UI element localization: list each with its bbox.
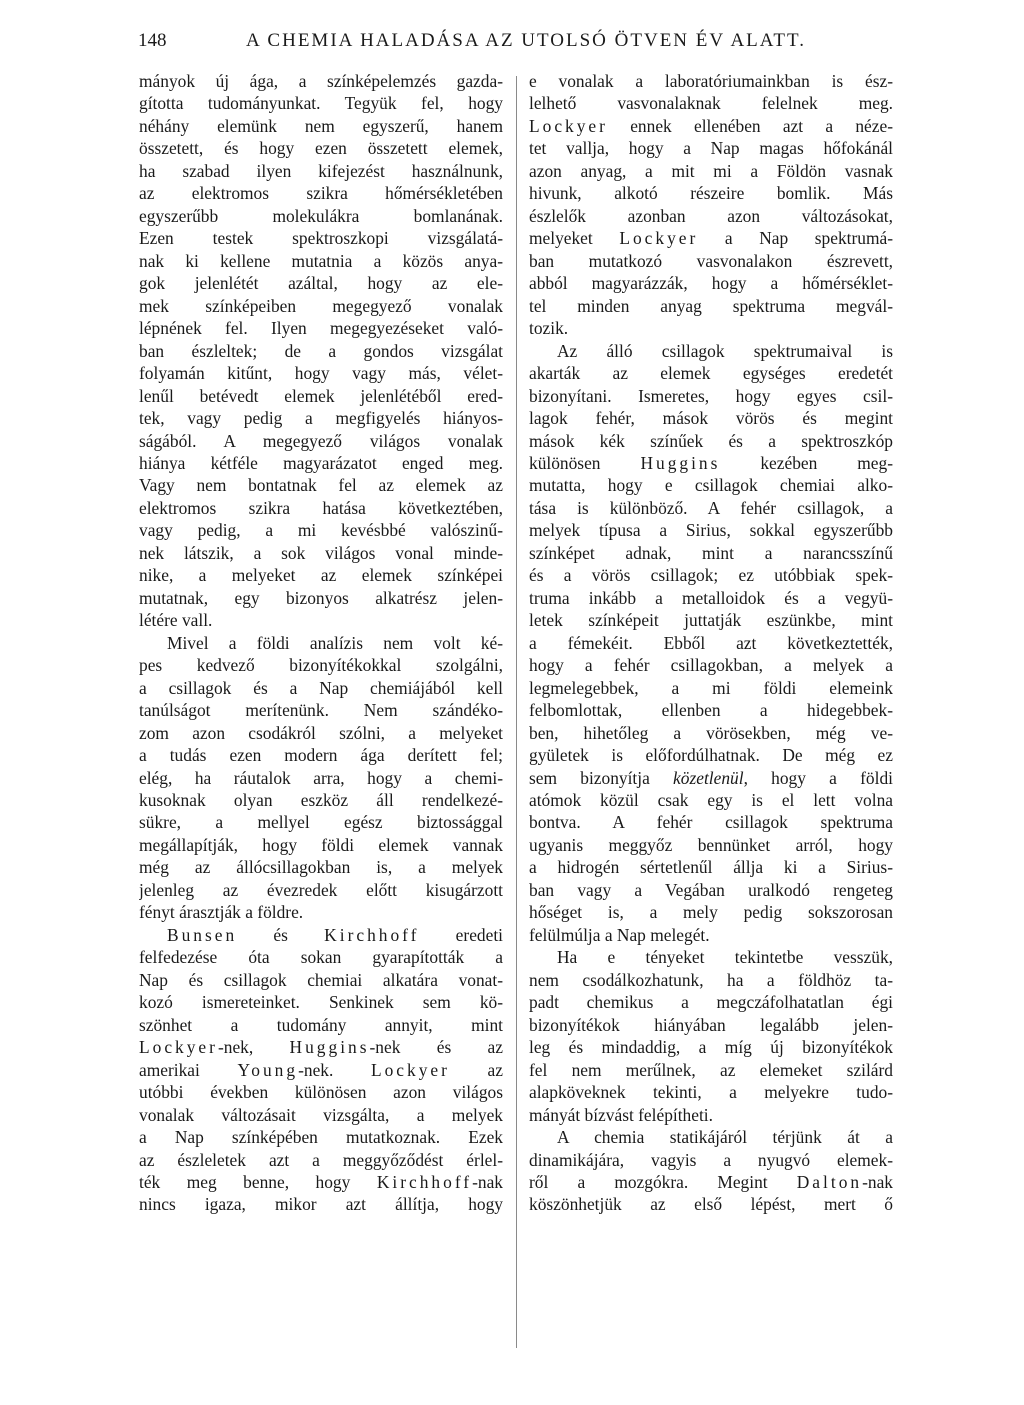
text-line: hogy a fehér csillagokban, a melyek a bbox=[529, 655, 893, 676]
text-line: abból magyarázzák, hogy a hőmérséklet- bbox=[529, 273, 893, 294]
text-line: köszönhetjük az első lépést, mert ő bbox=[529, 1194, 893, 1215]
text-line: Nap és csillagok chemiai alkatára vonat- bbox=[139, 969, 503, 990]
text-line: szönhet a tudomány annyit, mint bbox=[139, 1014, 503, 1035]
text-line: nem csodálkozhatunk, ha a földhöz ta- bbox=[529, 969, 893, 990]
text-line: gította tudományunkat. Tegyük fel, hogy bbox=[139, 93, 503, 114]
text-line: kozó ismereteinket. Senkinek sem kö- bbox=[139, 992, 503, 1013]
text-line: melyeket Lockyer a Nap spektrumá- bbox=[529, 228, 893, 249]
text-line: tet vallja, hogy a Nap magas hőfokánál bbox=[529, 138, 893, 159]
text-line: alapköveknek tekinti, a melyekre tudo- bbox=[529, 1082, 893, 1103]
text-line: amerikai Young-nek. Lockyer az bbox=[139, 1059, 503, 1080]
text-line: kusoknak olyan eszköz áll rendelkezé- bbox=[139, 790, 503, 810]
text-line: letek színképeit juttatják eszünkbe, mint bbox=[529, 610, 893, 631]
page-header bbox=[138, 30, 928, 60]
text-line: észlelők azonban azon változásokat, bbox=[529, 205, 893, 226]
author-name-dalton: Dalton bbox=[796, 1171, 863, 1192]
author-name-bunsen: Bunsen bbox=[167, 924, 238, 945]
author-name-lockyer: Lockyer bbox=[619, 228, 699, 249]
text-line: utóbbi években különösen azon világos bbox=[139, 1082, 503, 1103]
column-divider bbox=[516, 76, 517, 1348]
italic-word: közetlenül bbox=[673, 767, 744, 788]
text-line: pes kedvező bizonyítékokkal szolgálni, bbox=[139, 655, 503, 676]
text-line: tel minden anyag spektruma megvál- bbox=[529, 295, 893, 316]
text-line: sükre, a mellyel egész biztossággal bbox=[139, 812, 503, 833]
text-line: atómok közül csak egy is el lett volna bbox=[529, 790, 893, 810]
text-line: felülmúlja a Nap melegét. bbox=[529, 924, 710, 945]
text-line: lenűl betévedt elemek jelenlétéből ered- bbox=[139, 385, 503, 406]
text-line: mások kék színűek és a spektroszkóp bbox=[529, 430, 893, 451]
text-line: truma inkább a metalloidok és a vegyü- bbox=[529, 587, 893, 608]
author-name-kirchhoff: Kirchhoff bbox=[376, 1171, 473, 1192]
text-line: bizonyítani. Ismeretes, hogy egyes csil- bbox=[529, 385, 893, 406]
running-title: A CHEMIA HALADÁSA AZ UTOLSÓ ÖTVEN ÉV ALATT. bbox=[246, 30, 806, 51]
text-line: nak ki kellene mutatnia a közös anya- bbox=[139, 250, 503, 271]
text-line: tek, vagy pedig a megfigyelés hiányos- bbox=[139, 408, 503, 429]
text-line: lagok fehér, mások vörös és megint bbox=[529, 408, 893, 429]
text-line: azon anyag, a mit mi a Földön vasnak bbox=[529, 160, 893, 181]
text-line: akarták az elemek egységes eredetét bbox=[529, 363, 893, 384]
text-line: elektromos szikra hatása következtében, bbox=[139, 497, 503, 518]
text-line: mek színképeiben megegyező vonalak bbox=[139, 295, 503, 316]
text-line: létére vall. bbox=[139, 610, 213, 631]
text-line: felbomlottak, ellenben a hidegebbek- bbox=[529, 700, 893, 721]
text-line: melyek típusa a Sirius, sokkal egyszerűbb bbox=[529, 520, 893, 541]
text-line: néhány elemünk nem egyszerű, hanem bbox=[139, 115, 503, 136]
text-line: ha szabad ilyen kifejezést használnunk, bbox=[139, 160, 503, 181]
text-line: fel nem merűlnek, az elemeket szilárd bbox=[529, 1059, 893, 1080]
text-line: mányát bízvást felépítheti. bbox=[529, 1104, 713, 1125]
left-column bbox=[139, 70, 503, 1216]
text-line: Ezen testek spektroszkopi vizsgálatá- bbox=[139, 228, 503, 249]
text-line: ben, hihetőleg a vörösekben, még ve- bbox=[529, 722, 893, 743]
text-line: még az állócsillagokban is, a melyek bbox=[139, 857, 503, 878]
right-column bbox=[529, 70, 893, 1216]
text-line: legmelegebbek, a mi földi elemeink bbox=[529, 677, 893, 698]
text-line: folyamán kitűnt, hogy vagy más, vélet- bbox=[139, 363, 503, 384]
text-line: Ha e tényeket tekintetbe vesszük, bbox=[557, 947, 893, 968]
text-line: nincs igaza, mikor azt állítja, hogy bbox=[139, 1194, 503, 1215]
text-line: a hidrogén sértetlenűl állja ki a Sirius- bbox=[529, 857, 893, 878]
text-line: a fémekéit. Ebből azt következtették, bbox=[529, 632, 893, 653]
text-line: hivunk, alkotó részeire bomlik. Más bbox=[529, 183, 893, 204]
text-line: egyszerűbb molekulákra bomlanának. bbox=[139, 205, 503, 226]
text-line: az észleletek azt a meggyőződést érlel- bbox=[139, 1149, 503, 1170]
text-line: Bunsen és Kirchhoff eredeti bbox=[167, 924, 503, 945]
author-name-lockyer: Lockyer bbox=[139, 1037, 218, 1058]
author-name-young: Young bbox=[237, 1059, 299, 1080]
text-line: jelenleg az évezredek előtt kisugárzott bbox=[139, 879, 503, 900]
text-line: ték meg benne, hogy Kirchhoff-nak bbox=[139, 1171, 503, 1192]
author-name-huggins: Huggins bbox=[640, 452, 721, 473]
text-line: ről a mozgókra. Megint Dalton-nak bbox=[529, 1171, 893, 1192]
text-line: ban mutatkozó vasvonalakon észrevett, bbox=[529, 250, 893, 271]
text-line: tozik. bbox=[529, 318, 569, 339]
text-line: Vagy nem bontatnak fel az elemek az bbox=[139, 475, 503, 496]
text-line: vagy pedig, a mi kevésbbé valószinű- bbox=[139, 520, 503, 541]
text-line: ban észleltek; de a gondos vizsgálat bbox=[139, 340, 503, 361]
text-line: összetett, és hogy ezen összetett elemek, bbox=[139, 138, 503, 159]
page-number: 148 bbox=[138, 30, 167, 51]
text-line: hőséget is, a mely pedig sokszorosan bbox=[529, 902, 893, 923]
text-line: vonalak változásait vizsgálta, a melyek bbox=[139, 1104, 503, 1125]
author-name-lockyer: Lockyer bbox=[370, 1059, 450, 1080]
text-line: mányok új ága, a színképelemzés gazda- bbox=[139, 71, 503, 91]
text-line: ságából. A megegyező világos vonalak bbox=[139, 430, 503, 451]
text-line: Lockyer ennek ellenében azt a néze- bbox=[529, 115, 893, 136]
text-line: Az álló csillagok spektrumaival is bbox=[557, 340, 893, 361]
text-line: hiánya kétféle magyarázatot enged meg. bbox=[139, 452, 503, 473]
text-line: megállapítják, hogy földi elemek vannak bbox=[139, 834, 503, 855]
text-line: elég, ha ráutalok arra, hogy a chemi- bbox=[139, 767, 503, 788]
text-line: fényt árasztják a földre. bbox=[139, 902, 304, 923]
text-line: lelhető vasvonalaknak felelnek meg. bbox=[529, 93, 893, 114]
text-line: mutatnak, egy bizonyos alkatrész jelen- bbox=[139, 587, 503, 608]
text-line: és a vörös csillagok; ez utóbbiak spek- bbox=[529, 565, 893, 586]
author-name-huggins: Huggins bbox=[289, 1037, 370, 1058]
author-name-lockyer: Lockyer bbox=[529, 115, 608, 136]
text-line: nike, a melyeket az elemek színképei bbox=[139, 565, 503, 586]
text-line: Lockyer-nek, Huggins-nek és az bbox=[139, 1037, 503, 1058]
text-line: mutatta, hogy e csillagok chemiai alko- bbox=[529, 475, 893, 496]
text-line: gyületek is előfordúlhatnak. De még ez bbox=[529, 745, 893, 766]
text-line: különösen Huggins kezében meg- bbox=[529, 452, 893, 473]
text-line: lépnének fel. Ilyen megegyezéseket való- bbox=[139, 318, 503, 339]
text-line: e vonalak a laboratóriumainkban is ész- bbox=[529, 71, 893, 91]
text-line: a tudás ezen modern ága derített fel; bbox=[139, 745, 503, 766]
text-line: padt chemikus a megczáfolhatatlan égi bbox=[529, 992, 893, 1013]
author-name-kirchhoff: Kirchhoff bbox=[324, 924, 420, 945]
text-line: az elektromos szikra hőmérsékletében bbox=[139, 183, 503, 204]
text-line: bontva. A fehér csillagok spektruma bbox=[529, 812, 893, 833]
text-line: a csillagok és a Nap chemiájából kell bbox=[139, 677, 503, 698]
text-line: Mivel a földi analízis nem volt ké- bbox=[167, 632, 503, 653]
text-line: gok jelenlétét azáltal, hogy az ele- bbox=[139, 273, 503, 294]
text-line: dinamikájára, vagyis a nyugvó elemek- bbox=[529, 1149, 893, 1170]
text-line: bizonyítékok hiányában legalább jelen- bbox=[529, 1014, 893, 1035]
text-line: ugyanis meggyőz bennünket arról, hogy bbox=[529, 834, 893, 855]
text-line: színképet adnak, mint a narancsszínű bbox=[529, 542, 893, 563]
text-line: tanúlságot merítenünk. Nem szándéko- bbox=[139, 700, 503, 721]
text-line: a Nap színképében mutatkoznak. Ezek bbox=[139, 1127, 503, 1148]
text-line: zom azon csodákról szólni, a melyeket bbox=[139, 722, 503, 743]
text-line: tása is különböző. A fehér csillagok, a bbox=[529, 497, 893, 518]
text-line: sem bizonyítja közetlenül, hogy a földi bbox=[529, 767, 893, 788]
text-line: nek látszik, a sok világos vonal minde- bbox=[139, 542, 503, 563]
text-line: felfedezése óta sokan gyarapították a bbox=[139, 947, 503, 968]
text-line: A chemia statikájáról térjünk át a bbox=[557, 1127, 893, 1148]
text-line: ban vagy a Vegában uralkodó rengeteg bbox=[529, 879, 893, 900]
text-line: leg és mindaddig, a míg új bizonyítékok bbox=[529, 1037, 893, 1058]
